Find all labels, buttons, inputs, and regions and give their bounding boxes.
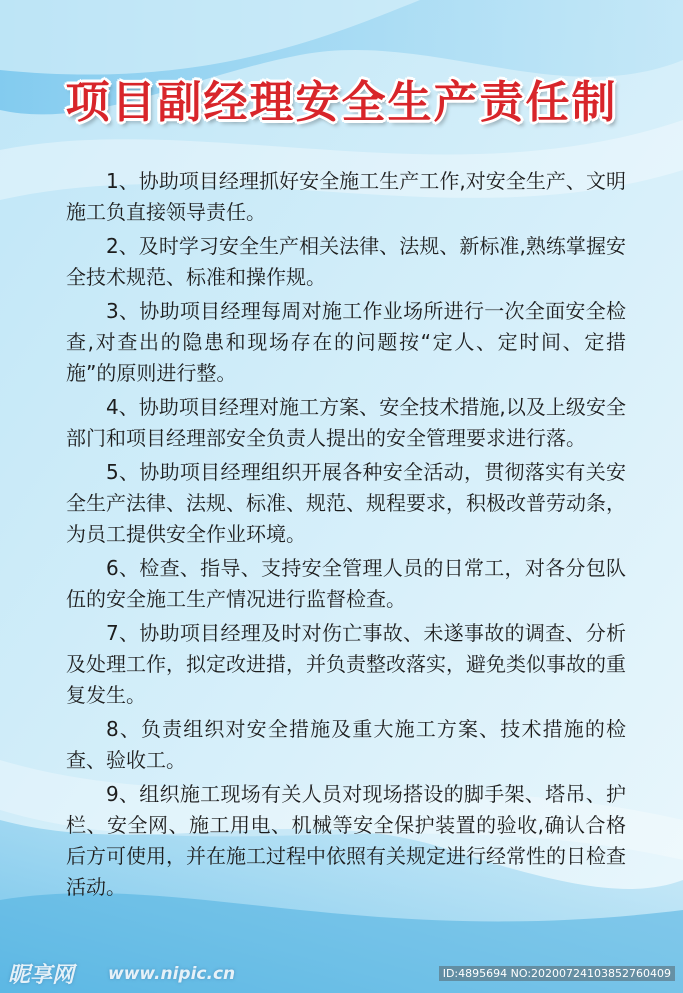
list-item: 7、协助项目经理及时对伤亡事故、未遂事故的调查、分析及处理工作，拟定改进措，并负责整改落实，避免类似事故的重复发生。 <box>66 621 626 707</box>
watermark-id: ID:4895694 NO:20200724103852760409 <box>439 966 675 981</box>
watermark-url: www.nipic.cn <box>108 964 236 984</box>
list-item: 9、组织施工现场有关人员对现场搭设的脚手架、塔吊、护栏、安全网、施工用电、机械等安全保护装置的验收,确认合格后方可使用，并在施工过程中依照有关规定进行经常性的日检查活动。 <box>66 782 626 899</box>
list-item: 8、负责组织对安全措施及重大施工方案、技术措施的检查、验收工。 <box>66 717 626 772</box>
list-item: 1、协助项目经理抓好安全施工生产工作,对安全生产、文明施工负直接领导责任。 <box>66 169 626 224</box>
watermark-logo: 昵享网 <box>8 963 75 988</box>
poster-title: 项目副经理安全生产责任制 <box>65 77 618 128</box>
list-item: 4、协助项目经理对施工方案、安全技术措施,以及上级安全部门和项目经理部安全负责人提出的安全管理要求进行落。 <box>66 395 626 450</box>
list-item: 6、检查、指导、支持安全管理人员的日常工，对各分包队伍的安全施工生产情况进行监督检查。 <box>66 556 626 611</box>
responsibility-list <box>66 166 626 903</box>
list-item: 3、协助项目经理每周对施工作业场所进行一次全面安全检查,对查出的隐患和现场存在的问题按“定人、定时间、定措施”的原则进行整。 <box>66 299 626 385</box>
list-item: 2、及时学习安全生产相关法律、法规、新标准,熟练掌握安全技术规范、标准和操作规。 <box>66 234 626 289</box>
list-item: 5、协助项目经理组织开展各种安全活动，贯彻落实有关安全生产法律、法规、标准、规范、规程要求，积极改普劳动条，为员工提供安全作业环境。 <box>66 460 626 546</box>
